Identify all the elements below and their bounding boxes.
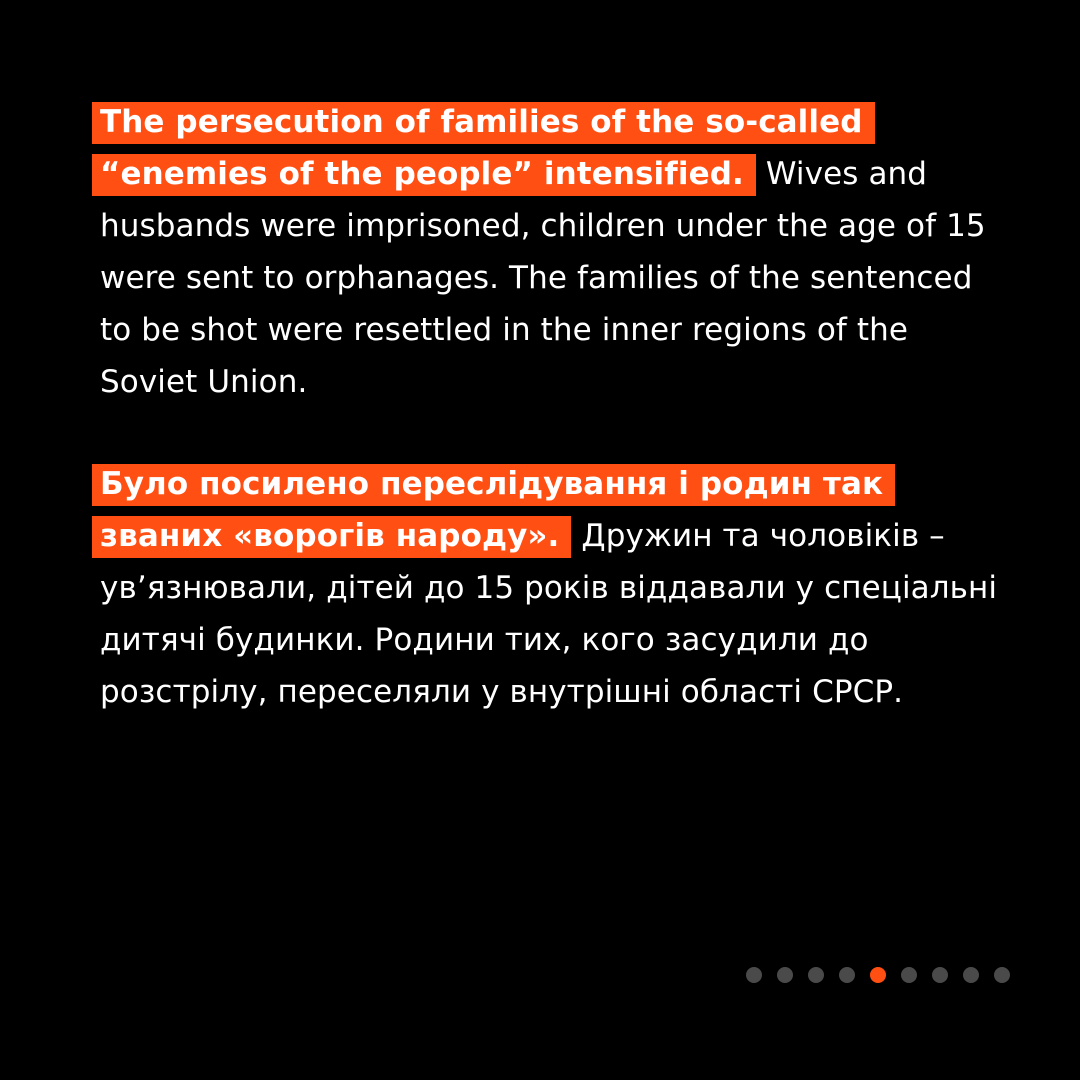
body-english: Wives and husbands were imprisoned, children under the age of 15 were sent to orphanages. The families of the sentenced to be shot were resettled in the inner regions of the Soviet Union. xyxy=(100,156,986,400)
pagination-dot[interactable] xyxy=(777,967,793,983)
body-ukrainian: Дружин та чоловіків – ув’язнювали, дітей до 15 років віддавали у спеціальні дитячі будинки. Родини тих, кого засудили до розстрілу, переселяли у внутрішні області СРСР. xyxy=(100,518,998,710)
pagination-dot[interactable] xyxy=(839,967,855,983)
paragraph-english xyxy=(100,96,1005,408)
pagination-dot[interactable] xyxy=(963,967,979,983)
pagination-dot-active[interactable] xyxy=(870,967,886,983)
pagination-dot[interactable] xyxy=(901,967,917,983)
highlight-english: The persecution of families of the so-called “enemies of the people” intensified. xyxy=(92,102,875,196)
pagination-dot[interactable] xyxy=(808,967,824,983)
pagination-dot[interactable] xyxy=(932,967,948,983)
carousel-pagination xyxy=(746,967,1010,983)
paragraph-ukrainian xyxy=(100,458,1005,718)
pagination-dot[interactable] xyxy=(994,967,1010,983)
pagination-dot[interactable] xyxy=(746,967,762,983)
highlight-ukrainian: Було посилено переслідування і родин так званих «ворогів народу». xyxy=(92,464,895,558)
